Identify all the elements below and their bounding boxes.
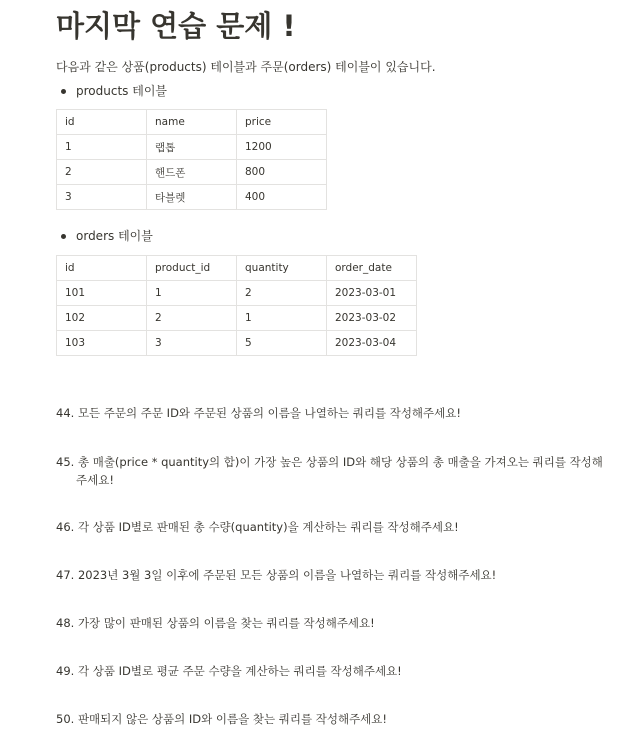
products-table [56, 109, 327, 210]
question-50: 50. 판매되지 않은 상품의 ID와 이름을 찾는 쿼리를 작성해주세요! [56, 712, 388, 726]
document [56, 0, 603, 726]
table-cell: 2 [237, 281, 327, 306]
table-row [57, 185, 327, 210]
table-cell: 2 [57, 160, 147, 185]
table-cell: 2023-03-01 [327, 281, 417, 306]
table-cell: 800 [237, 160, 327, 185]
table-header-cell: order_date [327, 256, 417, 281]
table-header-cell: name [147, 110, 237, 135]
table-header-row [57, 256, 417, 281]
table-cell: 1 [147, 281, 237, 306]
table-cell: 1 [57, 135, 147, 160]
table-cell: 2023-03-04 [327, 331, 417, 356]
table-header-cell: id [57, 110, 147, 135]
table-cell: 2 [147, 306, 237, 331]
question-46: 46. 각 상품 ID별로 판매된 총 수량(quantity)을 계산하는 쿼리를 작성해주세요! [56, 520, 459, 534]
table-row [57, 135, 327, 160]
table-row [57, 331, 417, 356]
question-47: 47. 2023년 3월 3일 이후에 주문된 모든 상품의 이름을 나열하는 쿼리를 작성해주세요! [56, 568, 497, 582]
table-header-cell: product_id [147, 256, 237, 281]
table-header-cell: price [237, 110, 327, 135]
table-header-cell: id [57, 256, 147, 281]
table-cell: 1200 [237, 135, 327, 160]
table-header-cell: quantity [237, 256, 327, 281]
table-cell: 2023-03-02 [327, 306, 417, 331]
page-title: 마지막 연습 문제 ! [56, 9, 296, 43]
question-48: 48. 가장 많이 판매된 상품의 이름을 찾는 쿼리를 작성해주세요! [56, 616, 375, 630]
table-cell: 3 [147, 331, 237, 356]
question-45: 45. 총 매출(price * quantity의 합)이 가장 높은 상품의 ID와 해당 상품의 총 매출을 가져오는 쿼리를 작성해주세요! [56, 455, 603, 487]
table-header-row [57, 110, 327, 135]
table-cell: 3 [57, 185, 147, 210]
table-row [57, 306, 417, 331]
table-cell: 5 [237, 331, 327, 356]
table-cell: 핸드폰 [147, 160, 237, 185]
question-44: 44. 모든 주문의 주문 ID와 주문된 상품의 이름을 나열하는 쿼리를 작성해주세요! [56, 406, 461, 420]
table-row [57, 160, 327, 185]
orders-table [56, 255, 417, 356]
table-cell: 101 [57, 281, 147, 306]
table-cell: 102 [57, 306, 147, 331]
products-table-label: products 테이블 [56, 82, 596, 100]
orders-table-label: orders 테이블 [56, 227, 596, 245]
table-row [57, 281, 417, 306]
table-cell: 타블렛 [147, 185, 237, 210]
table-cell: 400 [237, 185, 327, 210]
question-49: 49. 각 상품 ID별로 평균 주문 수량을 계산하는 쿼리를 작성해주세요! [56, 664, 402, 678]
table-cell: 103 [57, 331, 147, 356]
table-cell: 1 [237, 306, 327, 331]
intro-text: 다음과 같은 상품(products) 테이블과 주문(orders) 테이블이 있습니다. [56, 60, 436, 74]
table-cell: 랩톱 [147, 135, 237, 160]
